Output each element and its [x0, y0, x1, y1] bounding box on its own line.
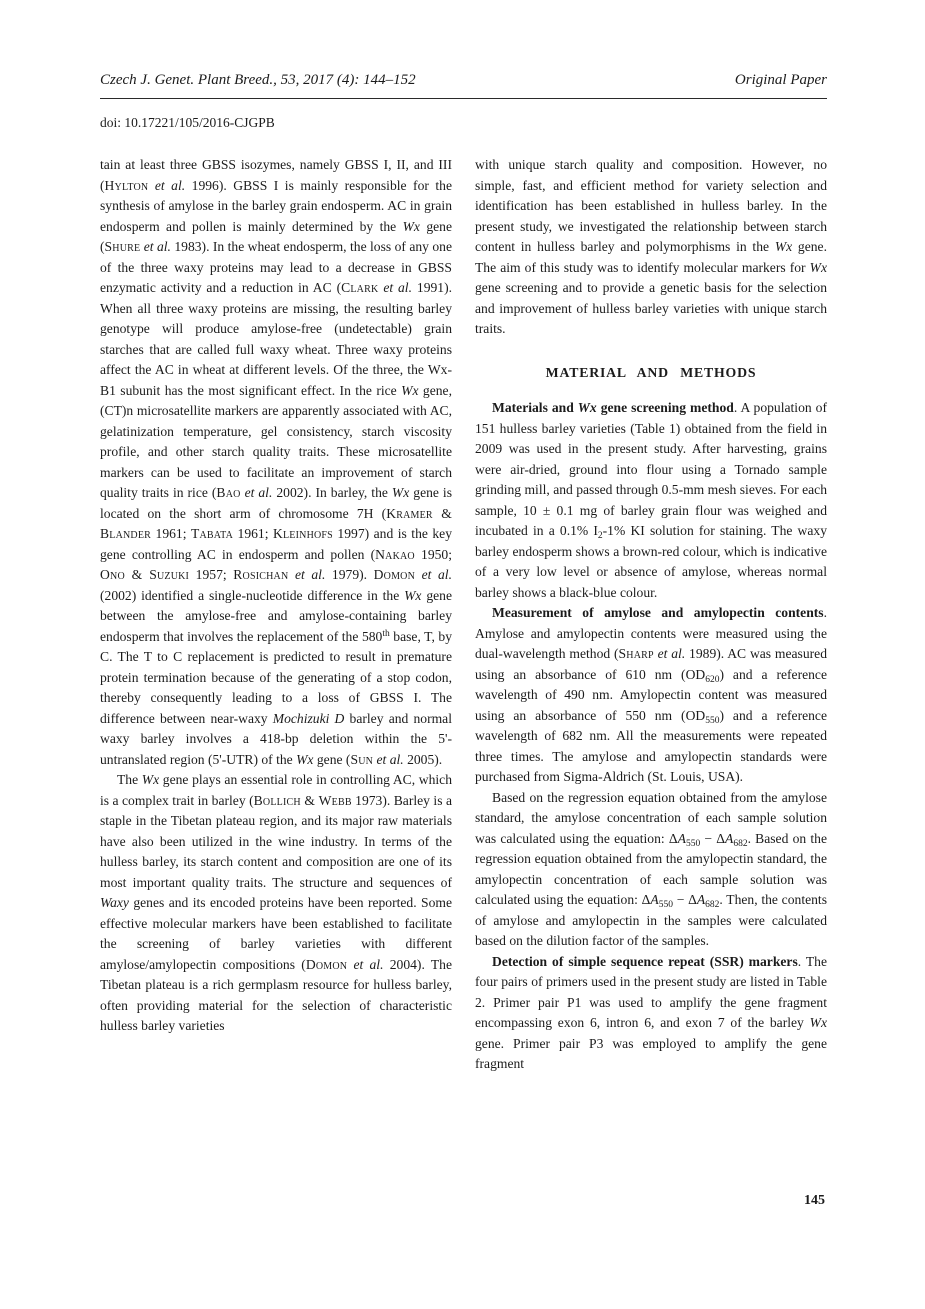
doi-line: doi: 10.17221/105/2016-CJGPB [100, 115, 275, 130]
page-header [100, 72, 827, 98]
two-column-body [100, 155, 827, 1075]
header-rule [100, 98, 827, 99]
body-paragraph: Detection of simple sequence repeat (SSR) markers. The four pairs of primers used in the present study are listed in Table 2. Primer pair P1 was used to amplify the gene fragment encompassing exon 6, intron 6, and exon 7 of the barley Wx gene. Primer pair P3 was employed to amplify the gene fragment [475, 953, 827, 1071]
body-paragraph: tain at least three GBSS isozymes, namely GBSS I, II, and III (Hylton et al. 1996). GBSS I is mainly responsible for the synthesis of amylose in the barley grain endosperm. AC in grain endosperm and pollen is mainly determined by the Wx gene (Shure et al. 1983). In the wheat endosperm, the loss of any one of the three waxy proteins may lead to a decrease in GBSS enzymatic activity and a reduction in AC (Clark et al. 1991). When all three waxy proteins are missing, the resulting barley genotype will produce amylose-free (undetectable) grain starches that are called full waxy wheat. Three waxy proteins affect the AC in wheat at different levels. Of the three, the Wx-B1 subunit has the most significant effect. In the rice Wx gene, (CT)n microsatellite markers are apparently associated with AC, gelatinization temperature, gel consistency, starch viscosity profile, and other starch quality traits. These microsatellite markers can be used to facilitate an improvement of starch quality traits in rice (Bao et al. 2002). In barley, the Wx gene is located on the short arm of chromosome 7H (Kramer & Blander 1961; Tabata 1961; Kleinhofs 1997) and is the key gene controlling AC in endosperm and pollen (Nakao 1950; Ono & Suzuki 1957; Rosichan et al. 1979). Domon et al. (2002) identified a single-nucleotide difference in the Wx gene between the amylose-free and amylose-containing barley endosperm that involves the replacement of the 580th base, T, by C. The T to C replacement is predicted to result in premature protein termination because of the generating of a stop codon, thereby consequently leading to a loss of GBSS I. The difference between near-waxy Mochizuki D barley and normal waxy barley involves a 418-bp deletion within the 5'-untranslated region (5'-UTR) of the Wx gene (Sun et al. 2005). [100, 157, 453, 767]
body-paragraph: with unique starch quality and composition. However, no simple, fast, and efficient method for variety selection and identification has been established in hulless barley. In the present study, we investigated the relationship between starch content in hulless barley and polymorphisms in the Wx gene. The aim of this study was to identify molecular markers for Wx gene screening and to provide a genetic basis for the selection and improvement of hulless barley varieties with unique starch traits. [475, 157, 827, 336]
page-number: 145 [804, 1193, 825, 1208]
body-paragraph: Measurement of amylose and amylopectin contents. Amylose and amylopectin contents were measured using the dual-wavelength method (Sharp et al. 1989). AC was measured using an absorbance of 610 nm $(OD_{620})$ and a reference wavelength of 490 nm. Amylopectin content was measured using an absorbance of 550 nm $(OD_{550})$ and a reference wavelength of 682 nm. All the measurements were repeated three times. The amylose and amylopectin standards were purchased from Sigma-Aldrich (St. Louis, USA). [475, 605, 827, 784]
left-column [100, 155, 452, 1075]
journal-citation: Czech J. Genet. Plant Breed., 53, 2017 (4): 144–152 [100, 72, 416, 88]
body-paragraph: Based on the regression equation obtained from the amylose standard, the amylose concentration of each sample solution was calculated using the equation: $\Delta A_{550} - \Delta A_{682}$. Based on the regression equation obtained from the amylopectin standard, the amylopectin concentration of each sample solution was calculated using the equation: $\Delta A_{550} - \Delta A_{682}$. Then, the contents of amylose and amylopectin in the samples were calculated based on the dilution factor of the samples. [475, 789, 827, 948]
body-paragraph: Materials and Wx gene screening method. A population of 151 hulless barley varieties (Table 1) obtained from the field in 2009 was used in the present study. After harvesting, grains were air-dried, ground into flour using a Tornado sample grinding mill, and passed through 0.5-mm mesh sieves. For each sample, 10 ± 0.1 mg of barley grain flour was weighed and incubated in a 0.1% $I_2-1\%$ KI solution for staining. The waxy barley endosperm shows a brown-red colour, which is indicative of a very low level or absence of amylose, whereas normal barley shows a black-blue colour. [475, 400, 828, 600]
section-heading: MATERIAL AND METHODS [545, 364, 757, 380]
paper-type-label: Original Paper [734, 72, 827, 88]
body-paragraph: The Wx gene plays an essential role in controlling AC, which is a complex trait in barley (Bollich & Webb 1973). Barley is a staple in the Tibetan plateau region, and its major raw materials have also been utilized in the wine industry. In terms of the hulless barley, its starch content and composition are one of its most important quality traits. The structure and sequences of Waxy genes and its encoded proteins have been reported. Some effective molecular markers have been established to facilitate the screening of barley varieties with different amylose/amylopectin compositions (Domon et al. 2004). The Tibetan plateau is a rich germplasm resource for hulless barley, often providing material for the selection of characteristic hulless barley varieties [100, 772, 452, 1033]
right-column [475, 155, 827, 1075]
